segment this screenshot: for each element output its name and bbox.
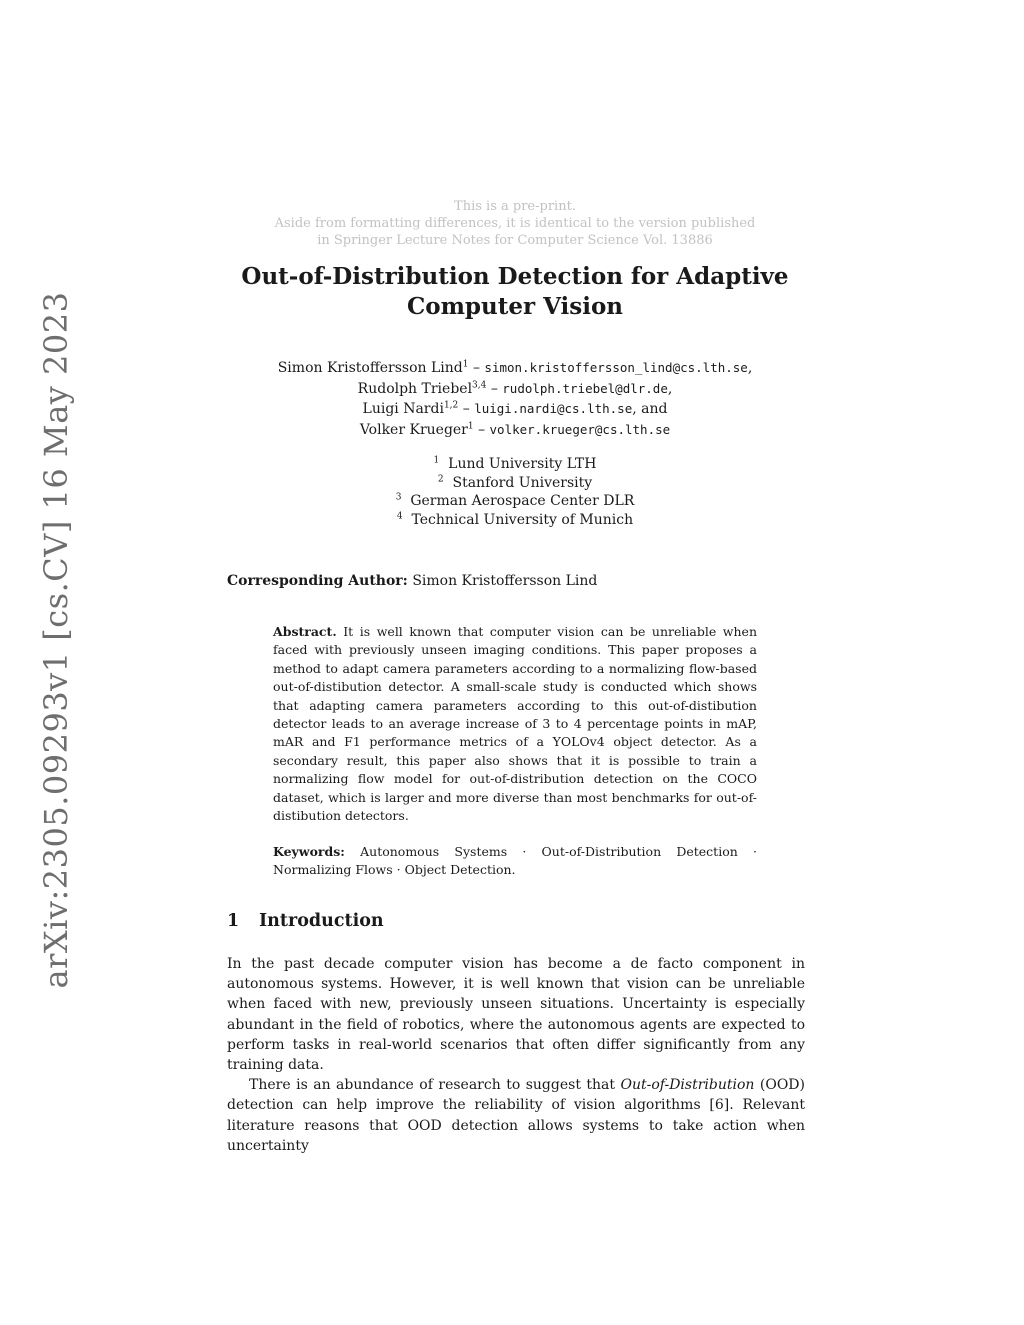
- author-entry: [200, 399, 830, 420]
- intro-p2-rest: (OOD) detection can help improve the reliability of vision algorithms [6]. Relevant literature reasons that OOD detection allows systems to take action when uncertainty: [227, 1077, 805, 1154]
- title-line-2: Computer Vision: [406, 293, 624, 320]
- author-dash: –: [486, 380, 503, 397]
- intro-p2-lead: There is an abundance of research to suggest that: [249, 1077, 621, 1094]
- paper-title: [200, 262, 830, 322]
- keywords-label: Keywords:: [273, 844, 345, 859]
- arxiv-identifier: arXiv:2305.09293v1 [cs.CV] 16 May 2023: [37, 291, 75, 989]
- author-email[interactable]: rudolph.triebel@dlr.de: [502, 380, 668, 396]
- author-email[interactable]: volker.krueger@cs.lth.se: [489, 421, 671, 437]
- author-name: Luigi Nardi: [362, 401, 444, 417]
- preprint-line-2: Aside from formatting differences, it is identical to the version published: [274, 216, 756, 231]
- affiliation-number: 2: [437, 473, 444, 484]
- author-affil-marker: 1: [467, 420, 474, 431]
- affiliation-number: 1: [433, 455, 440, 466]
- author-dash: –: [468, 360, 485, 376]
- affiliation-entry: [200, 474, 830, 493]
- author-email[interactable]: simon.kristoffersson_lind@cs.lth.se: [484, 360, 748, 375]
- affiliation-entry: [200, 455, 830, 474]
- author-list: [200, 358, 830, 440]
- affiliation-entry: [200, 511, 830, 530]
- author-email[interactable]: luigi.nardi@cs.lth.se: [474, 401, 633, 416]
- author-name: Simon Kristoffersson Lind: [277, 360, 463, 376]
- author-entry: [200, 358, 830, 379]
- author-dash: –: [458, 401, 475, 417]
- corresponding-author: [227, 573, 597, 589]
- section-title: Introduction: [259, 911, 384, 931]
- author-dash: –: [473, 421, 490, 438]
- author-affil-marker: 3,4: [472, 379, 487, 390]
- affiliation-number: 4: [396, 510, 403, 521]
- affiliation-entry: [200, 492, 830, 511]
- abstract-text: It is well known that computer vision can be unreliable when faced with previously unseen imaging conditions. This paper proposes a method to adapt camera parameters according to a normalizing flow-based out-of-distibution detector. A small-scale study is conducted which shows that adapting camera parameters according to this out-of-distibution detector leads to an average increase of 3 to 4 percentage points in mAP, mAR and F1 performance metrics of a YOLOv4 object detector. As a secondary result, this paper also shows that it is possible to train a normalizing flow model for out-of-distribution detection on the COCO dataset, which is larger and more diverse than most benchmarks for out-of-distibution detectors.: [273, 624, 757, 824]
- author-entry: [200, 420, 830, 441]
- preprint-notice: [230, 198, 800, 249]
- preprint-line-3: in Springer Lecture Notes for Computer Science Vol. 13886: [317, 233, 713, 248]
- author-separator: , and: [632, 401, 668, 417]
- title-line-1: Out-of-Distribution Detection for Adaptive: [241, 263, 789, 290]
- author-entry: [200, 379, 830, 400]
- abstract: [273, 623, 757, 825]
- author-affil-marker: 1,2: [443, 400, 459, 411]
- section-heading-introduction: [227, 911, 384, 931]
- affiliation-name: Stanford University: [452, 474, 593, 491]
- affiliation-name: German Aerospace Center DLR: [410, 493, 635, 509]
- author-separator: ,: [667, 380, 673, 397]
- author-separator: ,: [747, 360, 753, 376]
- corresponding-name: Simon Kristoffersson Lind: [412, 573, 598, 589]
- keywords-text: Autonomous Systems · Out-of-Distribution Detection · Normalizing Flows · Object Detection.: [273, 844, 757, 878]
- affiliation-name: Technical University of Munich: [411, 511, 634, 528]
- abstract-label: Abstract.: [273, 624, 337, 639]
- keywords: [273, 843, 757, 880]
- introduction-body: [227, 954, 805, 1156]
- intro-paragraph-1: In the past decade computer vision has become a de facto component in autonomous systems. However, it is well known that vision can be unreliable when faced with new, previously unseen situations. Uncertainty is especially abundant in the field of robotics, where the autonomous agents are expected to perform tasks in real-world scenarios that often differ significantly from any training data.: [227, 956, 805, 1074]
- section-number: 1: [227, 911, 240, 931]
- preprint-line-1: This is a pre-print.: [454, 199, 576, 214]
- author-affil-marker: 1: [462, 359, 469, 370]
- affiliation-name: Lund University LTH: [448, 456, 597, 472]
- intro-p2-emphasis: Out-of-Distribution: [620, 1077, 755, 1094]
- affiliation-list: [200, 455, 830, 529]
- author-name: Rudolph Triebel: [357, 380, 473, 397]
- corresponding-label: Corresponding Author:: [227, 573, 408, 589]
- intro-paragraph-2: [227, 1075, 805, 1156]
- affiliation-number: 3: [395, 492, 402, 503]
- author-name: Volker Krueger: [359, 421, 468, 438]
